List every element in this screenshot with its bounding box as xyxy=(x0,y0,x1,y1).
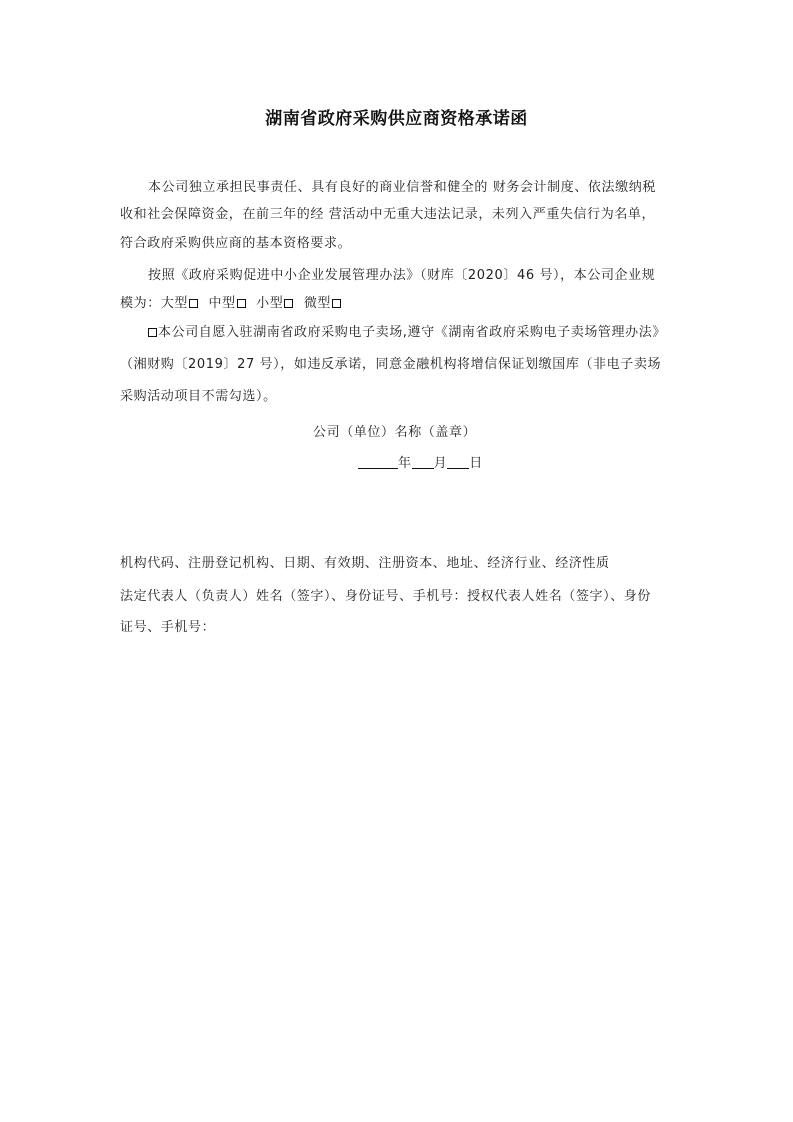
size-option-small-label: 小型 xyxy=(256,296,284,311)
size-option-large-checkbox[interactable] xyxy=(189,299,198,308)
company-name-seal-label: 公司（单位）名称（盖章） xyxy=(313,425,477,440)
enterprise-size-label: 模为： xyxy=(120,296,161,311)
day-blank[interactable] xyxy=(447,456,469,469)
footer-line-2: 法定代表人（负责人）姓名（签字）、身份证号、手机号：授权代表人姓名（签字）、身份 xyxy=(120,589,652,604)
footer-line-3: 证号、手机号： xyxy=(120,620,216,635)
size-option-micro-label: 微型 xyxy=(303,296,332,311)
size-option-small-checkbox[interactable] xyxy=(284,299,293,308)
month-label: 月 xyxy=(433,456,448,471)
month-blank[interactable] xyxy=(412,456,434,469)
date-line xyxy=(358,456,483,472)
paragraph-3-line-3: 采购活动项目不需勾选）。 xyxy=(120,389,277,404)
size-option-large-label: 大型 xyxy=(160,296,189,311)
enterprise-size-line xyxy=(120,296,342,312)
year-blank[interactable] xyxy=(358,456,398,469)
paragraph-1-line-3: 符合政府采购供应商的基本资格要求。 xyxy=(120,236,352,251)
e-mall-commitment-checkbox[interactable] xyxy=(148,328,157,337)
paragraph-1-line-1: 本公司独立承担民事责任、具有良好的商业信誉和健全的 财务会计制度、依法缴纳税 xyxy=(148,180,656,195)
paragraph-2-line-1: 按照《政府采购促进中小企业发展管理办法》（财库〔2020〕46 号），本公司企业规 xyxy=(148,268,656,283)
paragraph-3-line-1-text: 本公司自愿入驻湖南省政府采购电子卖场,遵守《湖南省政府采购电子卖场管理办法》 xyxy=(158,325,666,340)
paragraph-3-line-2: （湘财购〔2019〕27 号），如违反承诺，同意金融机构将增信保证划缴国库（非电子卖场 xyxy=(120,357,662,372)
size-option-medium-checkbox[interactable] xyxy=(237,299,246,308)
size-option-micro-checkbox[interactable] xyxy=(332,299,341,308)
day-label: 日 xyxy=(469,456,483,471)
year-label: 年 xyxy=(398,456,412,471)
paragraph-3-line-1 xyxy=(148,325,666,341)
document-title: 湖南省政府采购供应商资格承诺函 xyxy=(265,109,528,129)
footer-line-1: 机构代码、注册登记机构、日期、有效期、注册资本、地址、经济行业、经济性质 xyxy=(120,556,610,571)
size-option-medium-label: 中型 xyxy=(208,296,236,311)
paragraph-1-line-2: 收和社会保障资金，在前三年的经 营活动中无重大违法记录，未列入严重失信行为名单， xyxy=(120,207,656,222)
